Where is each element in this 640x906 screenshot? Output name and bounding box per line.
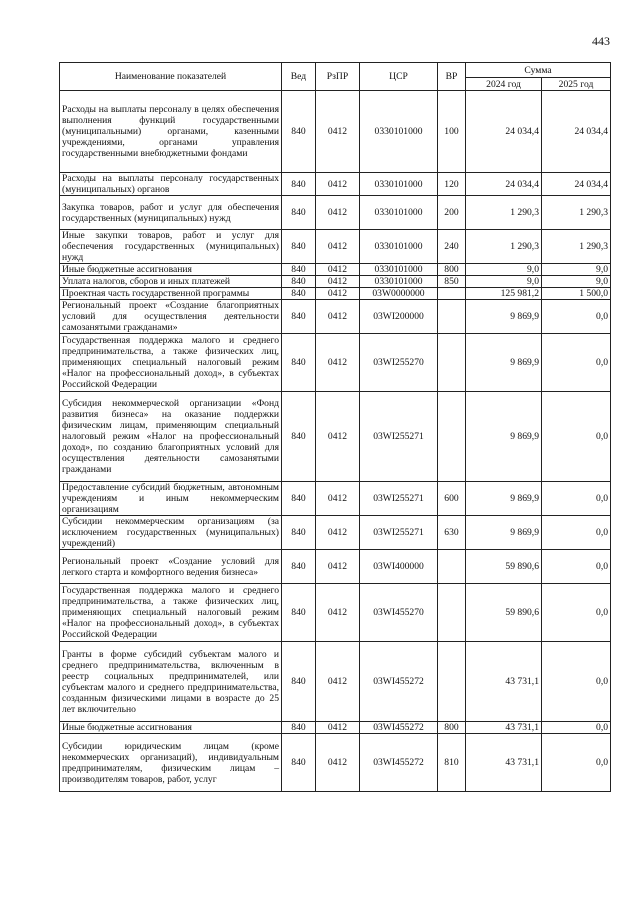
row-name: Региональный проект «Создание благоприятных условий для осуществления деятельности самозанятыми гражданами» — [60, 300, 282, 334]
row-rzpr: 0412 — [316, 734, 360, 792]
row-name: Закупка товаров, работ и услуг для обеспечения государственных (муниципальных) нужд — [60, 196, 282, 230]
row-sum-2025: 9,0 — [542, 276, 611, 288]
row-sum-2025: 0,0 — [542, 550, 611, 584]
row-sum-2024: 125 981,2 — [466, 288, 542, 300]
row-name: Иные бюджетные ассигнования — [60, 722, 282, 734]
row-name: Иные бюджетные ассигнования — [60, 264, 282, 276]
row-csr: 03WI455272 — [360, 722, 438, 734]
row-sum-2024: 9 869,9 — [466, 482, 542, 516]
row-ved: 840 — [282, 642, 316, 722]
row-sum-2024: 1 290,3 — [466, 196, 542, 230]
row-ved: 840 — [282, 482, 316, 516]
row-sum-2024: 9 869,9 — [466, 516, 542, 550]
row-sum-2024: 1 290,3 — [466, 230, 542, 264]
row-ved: 840 — [282, 230, 316, 264]
row-sum-2025: 1 290,3 — [542, 230, 611, 264]
row-rzpr: 0412 — [316, 334, 360, 392]
header-2024: 2024 год — [466, 78, 542, 91]
row-vr — [438, 642, 466, 722]
row-name: Гранты в форме субсидий субъектам малого и среднего предпринимательства, включенным в реестр социальных предпринимателей, или субъектам малого и среднего предпринимательства, созданным физическими лицами в возрасте до 25 лет включительно — [60, 642, 282, 722]
table-row — [60, 734, 611, 792]
header-csr: ЦСР — [360, 63, 438, 91]
row-vr: 600 — [438, 482, 466, 516]
row-rzpr: 0412 — [316, 264, 360, 276]
table-row — [60, 276, 611, 288]
row-sum-2024: 43 731,1 — [466, 734, 542, 792]
row-sum-2025: 1 500,0 — [542, 288, 611, 300]
row-rzpr: 0412 — [316, 516, 360, 550]
header-rzpr: РзПР — [316, 63, 360, 91]
row-sum-2025: 0,0 — [542, 300, 611, 334]
row-vr: 810 — [438, 734, 466, 792]
row-sum-2024: 9 869,9 — [466, 334, 542, 392]
table-row — [60, 300, 611, 334]
row-name: Субсидии юридическим лицам (кроме некоммерческих организаций), индивидуальным предпринимателям, физическим лицам – производителям товаров, работ, услуг — [60, 734, 282, 792]
budget-table — [59, 62, 611, 792]
row-name: Субсидия некоммерческой организации «Фонд развития бизнеса» на оказание поддержки физическим лицам, применяющим специальный налоговый режим «Налог на профессиональный доход», по созданию благоприятных условий для осуществления деятельности самозанятыми гражданами — [60, 392, 282, 482]
row-sum-2024: 24 034,4 — [466, 91, 542, 173]
row-rzpr: 0412 — [316, 91, 360, 173]
row-sum-2025: 24 034,4 — [542, 173, 611, 196]
table-row — [60, 264, 611, 276]
row-ved: 840 — [282, 550, 316, 584]
table-body — [60, 91, 611, 792]
row-csr: 0330101000 — [360, 91, 438, 173]
row-sum-2025: 9,0 — [542, 264, 611, 276]
row-vr — [438, 334, 466, 392]
table-row — [60, 642, 611, 722]
row-sum-2024: 24 034,4 — [466, 173, 542, 196]
row-ved: 840 — [282, 91, 316, 173]
row-name: Расходы на выплаты персоналу государственных (муниципальных) органов — [60, 173, 282, 196]
row-rzpr: 0412 — [316, 392, 360, 482]
row-rzpr: 0412 — [316, 300, 360, 334]
row-vr: 630 — [438, 516, 466, 550]
row-sum-2025: 24 034,4 — [542, 91, 611, 173]
row-csr: 0330101000 — [360, 276, 438, 288]
table-row — [60, 482, 611, 516]
row-ved: 840 — [282, 300, 316, 334]
row-name: Государственная поддержка малого и среднего предпринимательства, а также физических лиц, применяющих специальный налоговый режим «Налог на профессиональный доход», в субъектах Российской Федерации — [60, 584, 282, 642]
row-sum-2025: 0,0 — [542, 392, 611, 482]
row-rzpr: 0412 — [316, 196, 360, 230]
row-csr: 03WI400000 — [360, 550, 438, 584]
row-rzpr: 0412 — [316, 288, 360, 300]
header-ved: Вед — [282, 63, 316, 91]
row-rzpr: 0412 — [316, 276, 360, 288]
row-vr — [438, 300, 466, 334]
table-row — [60, 196, 611, 230]
row-name: Предоставление субсидий бюджетным, автономным учреждениям и иным некоммерческим организациям — [60, 482, 282, 516]
row-ved: 840 — [282, 516, 316, 550]
row-csr: 03WI255271 — [360, 392, 438, 482]
row-sum-2025: 0,0 — [542, 334, 611, 392]
table-row — [60, 722, 611, 734]
row-ved: 840 — [282, 264, 316, 276]
row-ved: 840 — [282, 288, 316, 300]
row-sum-2025: 0,0 — [542, 734, 611, 792]
row-name: Проектная часть государственной программы — [60, 288, 282, 300]
row-rzpr: 0412 — [316, 642, 360, 722]
header-2025: 2025 год — [542, 78, 611, 91]
row-sum-2024: 59 890,6 — [466, 584, 542, 642]
row-rzpr: 0412 — [316, 550, 360, 584]
row-name: Уплата налогов, сборов и иных платежей — [60, 276, 282, 288]
row-name: Иные закупки товаров, работ и услуг для обеспечения государственных (муниципальных) нужд — [60, 230, 282, 264]
row-csr: 03W0000000 — [360, 288, 438, 300]
row-sum-2025: 0,0 — [542, 722, 611, 734]
row-csr: 03WI255270 — [360, 334, 438, 392]
row-name: Государственная поддержка малого и среднего предпринимательства, а также физических лиц, применяющих специальный налоговый режим «Налог на профессиональный доход», в субъектах Российской Федерации — [60, 334, 282, 392]
table-row — [60, 584, 611, 642]
row-csr: 0330101000 — [360, 230, 438, 264]
table-row — [60, 516, 611, 550]
row-ved: 840 — [282, 722, 316, 734]
row-vr: 800 — [438, 264, 466, 276]
row-sum-2024: 59 890,6 — [466, 550, 542, 584]
row-vr: 100 — [438, 91, 466, 173]
row-csr: 0330101000 — [360, 264, 438, 276]
row-name: Субсидии некоммерческим организациям (за исключением государственных (муниципальных) учреждений) — [60, 516, 282, 550]
row-sum-2024: 9,0 — [466, 276, 542, 288]
row-rzpr: 0412 — [316, 173, 360, 196]
header-sum: Сумма — [466, 63, 611, 78]
page-number: 443 — [592, 34, 610, 48]
row-name: Расходы на выплаты персоналу в целях обеспечения выполнения функций государственными (муниципальными) органами, казенными учреждениями, органами управления государственными внебюджетными фондами — [60, 91, 282, 173]
row-ved: 840 — [282, 334, 316, 392]
table-row — [60, 230, 611, 264]
row-ved: 840 — [282, 734, 316, 792]
table-row — [60, 288, 611, 300]
row-vr: 800 — [438, 722, 466, 734]
row-csr: 03WI255271 — [360, 482, 438, 516]
row-sum-2025: 0,0 — [542, 642, 611, 722]
row-rzpr: 0412 — [316, 584, 360, 642]
row-csr: 03WI455272 — [360, 642, 438, 722]
table-row — [60, 91, 611, 173]
row-sum-2024: 9 869,9 — [466, 300, 542, 334]
row-csr: 03WI455272 — [360, 734, 438, 792]
row-csr: 0330101000 — [360, 173, 438, 196]
row-ved: 840 — [282, 392, 316, 482]
row-vr — [438, 550, 466, 584]
row-sum-2024: 9 869,9 — [466, 392, 542, 482]
row-vr — [438, 584, 466, 642]
row-ved: 840 — [282, 196, 316, 230]
row-ved: 840 — [282, 173, 316, 196]
row-csr: 0330101000 — [360, 196, 438, 230]
row-vr: 120 — [438, 173, 466, 196]
row-csr: 03WI255271 — [360, 516, 438, 550]
row-sum-2024: 9,0 — [466, 264, 542, 276]
header-name: Наименование показателей — [60, 63, 282, 91]
table-row — [60, 334, 611, 392]
row-sum-2025: 1 290,3 — [542, 196, 611, 230]
row-vr: 240 — [438, 230, 466, 264]
row-rzpr: 0412 — [316, 482, 360, 516]
row-vr: 850 — [438, 276, 466, 288]
row-sum-2024: 43 731,1 — [466, 722, 542, 734]
row-vr — [438, 288, 466, 300]
row-sum-2024: 43 731,1 — [466, 642, 542, 722]
table-header — [60, 63, 611, 91]
header-vr: ВР — [438, 63, 466, 91]
row-rzpr: 0412 — [316, 722, 360, 734]
table-row — [60, 173, 611, 196]
row-vr — [438, 392, 466, 482]
row-ved: 840 — [282, 584, 316, 642]
row-sum-2025: 0,0 — [542, 584, 611, 642]
row-vr: 200 — [438, 196, 466, 230]
table-row — [60, 550, 611, 584]
row-csr: 03WI455270 — [360, 584, 438, 642]
row-csr: 03WI200000 — [360, 300, 438, 334]
row-name: Региональный проект «Создание условий для легкого старта и комфортного ведения бизнеса» — [60, 550, 282, 584]
row-rzpr: 0412 — [316, 230, 360, 264]
table-row — [60, 392, 611, 482]
row-sum-2025: 0,0 — [542, 516, 611, 550]
row-sum-2025: 0,0 — [542, 482, 611, 516]
row-ved: 840 — [282, 276, 316, 288]
